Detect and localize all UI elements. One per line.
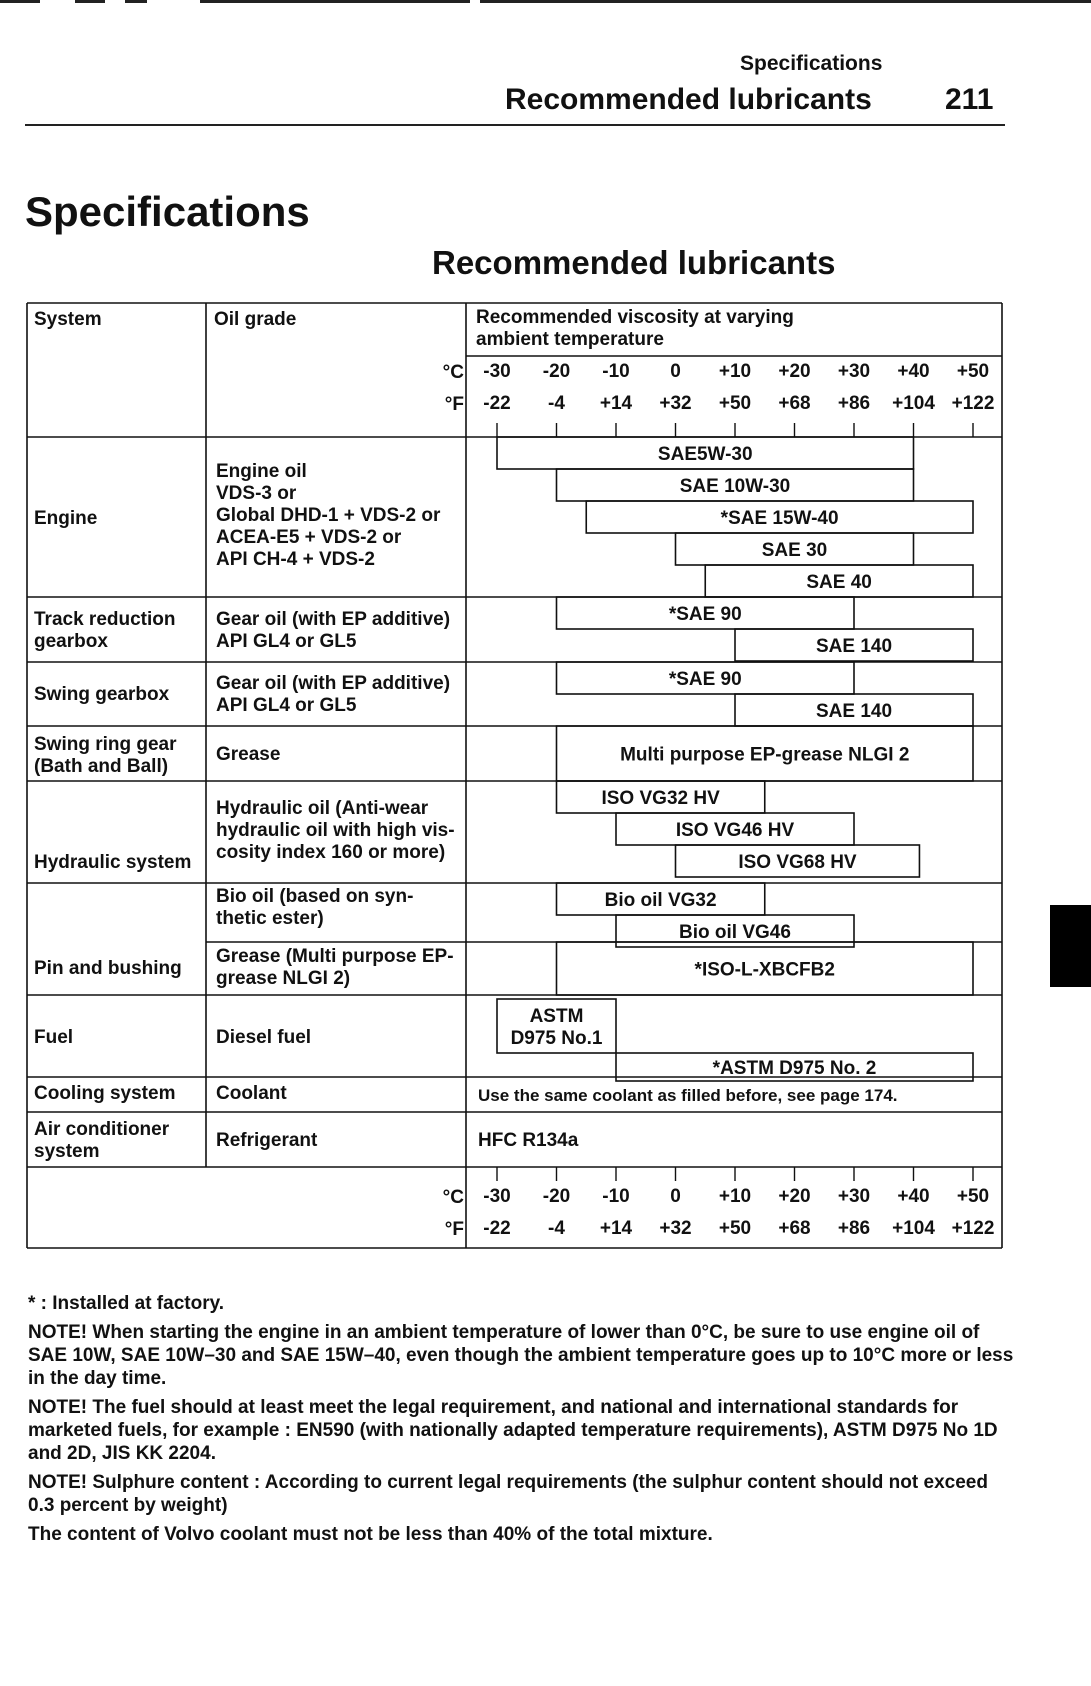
grade-engine: Engine oil VDS-3 or Global DHD-1 + VDS-2 or ACEA-E5 + VDS-2 or API CH-4 + VDS-2 (216, 461, 441, 570)
grade-coolant: Coolant (216, 1083, 287, 1104)
grade-refrigerant: Refrigerant (216, 1130, 318, 1151)
system-pin-bushing: Pin and bushing (34, 958, 182, 979)
running-header-section: Specifications (740, 52, 883, 75)
scale-celsius-label: -10 (602, 1186, 630, 1207)
scale-fahrenheit-label: +68 (778, 1218, 811, 1239)
unit-fahrenheit-bottom: °F (444, 1219, 464, 1240)
coolant-note: Use the same coolant as filled before, see page 174. (478, 1086, 898, 1105)
range-label: SAE 30 (761, 540, 828, 561)
range-label: ASTM (529, 1006, 584, 1027)
column-header-system: System (34, 309, 102, 330)
scale-celsius-label: 0 (670, 361, 681, 382)
scale-celsius-label: +10 (718, 361, 752, 382)
grade-pin-bushing: Grease (Multi purpose EP- grease NLGI 2) (216, 946, 454, 989)
scale-fahrenheit-label: +50 (718, 1218, 752, 1239)
range-label: SAE 140 (815, 636, 893, 657)
scale-fahrenheit-label: +32 (659, 393, 692, 414)
system-swing-gearbox: Swing gearbox (34, 684, 170, 705)
system-hydraulic: Hydraulic system (34, 852, 192, 873)
range-label: D975 No.1 (510, 1028, 603, 1049)
system-swing-ring-gear: Swing ring gear (Bath and Ball) (34, 734, 177, 777)
page-title: Specifications (25, 188, 310, 235)
scale-celsius-label: -30 (483, 1186, 511, 1207)
scale-celsius-label: +50 (956, 1186, 990, 1207)
range-label: SAE 140 (815, 701, 893, 722)
scale-fahrenheit-label: -4 (548, 1218, 565, 1239)
note-factory: * : Installed at factory. (28, 1293, 225, 1314)
grade-bio-oil: Bio oil (based on syn- thetic ester) (216, 886, 414, 929)
scale-fahrenheit-label: -4 (548, 393, 565, 414)
grade-swing-ring-gear: Grease (216, 744, 281, 765)
range-label: *SAE 90 (668, 604, 742, 625)
grade-swing-gearbox: Gear oil (with EP additive) API GL4 or GL5 (216, 673, 451, 716)
range-label: SAE 40 (806, 572, 872, 593)
unit-celsius-bottom: °C (442, 1187, 464, 1208)
range-label: ISO VG68 HV (738, 852, 857, 873)
range-label: SAE 10W-30 (679, 476, 791, 497)
scale-celsius-label: -20 (542, 1186, 571, 1207)
range-label: Bio oil VG46 (679, 922, 791, 943)
grade-hydraulic-oil: Hydraulic oil (Anti-wear hydraulic oil with high vis- cosity index 160 or more) (216, 798, 455, 863)
system-cooling: Cooling system (34, 1083, 176, 1104)
refrigerant-note: HFC R134a (478, 1130, 579, 1151)
range-label: *SAE 90 (668, 669, 742, 690)
grade-fuel: Diesel fuel (216, 1027, 312, 1048)
scale-celsius-label: +10 (718, 1186, 752, 1207)
scale-fahrenheit-label: +104 (892, 1218, 935, 1239)
notes-section (28, 1292, 1018, 1552)
scale-fahrenheit-label: +68 (778, 393, 811, 414)
note-fuel: NOTE! The fuel should at least meet the legal requirement, and national and international standards for marketed fuels, for example : EN590 (with nationally adapted temperature requirements), ASTM D975 No 1D and 2D, JIS KK 2204. (28, 1397, 998, 1464)
scale-celsius-label: +20 (778, 1186, 811, 1207)
note-engine-oil: NOTE! When starting the engine in an ambient temperature of lower than 0°C, be sure to use engine oil of SAE 10W, SAE 10W–30 and SAE 15W–40, even though the ambient temperature goes up to 10°C more or less in the day time. (28, 1322, 1014, 1389)
range-label: *ISO-L-XBCFB2 (694, 959, 835, 981)
column-header-oil-grade: Oil grade (214, 309, 297, 330)
scale-fahrenheit-label: +50 (718, 393, 752, 414)
scale-fahrenheit-label: +104 (892, 393, 935, 414)
scale-fahrenheit-label: +122 (951, 393, 995, 414)
scale-celsius-label: +40 (897, 1186, 930, 1207)
range-label: ISO VG32 HV (601, 788, 720, 809)
scale-celsius-label: -20 (542, 361, 571, 382)
range-label: Multi purpose EP-grease NLGI 2 (620, 744, 910, 766)
scale-fahrenheit-label: +86 (837, 393, 871, 414)
scale-celsius-label: -30 (483, 361, 511, 382)
scale-fahrenheit-label: +14 (599, 393, 633, 414)
system-fuel: Fuel (34, 1027, 74, 1048)
range-label: SAE5W-30 (657, 444, 753, 465)
system-engine: Engine (34, 508, 98, 529)
system-air-conditioner: Air conditioner system (34, 1119, 170, 1162)
scale-celsius-label: +50 (956, 361, 990, 382)
range-label: ISO VG46 HV (675, 820, 795, 841)
note-coolant: The content of Volvo coolant must not be less than 40% of the total mixture. (28, 1524, 713, 1545)
scale-fahrenheit-label: +86 (837, 1218, 871, 1239)
scale-celsius-label: 0 (670, 1186, 681, 1207)
scale-celsius-label: +40 (897, 361, 930, 382)
note-sulphur: NOTE! Sulphure content : According to current legal requirements (the sulphur content should not exceed 0.3 percent by weight) (28, 1472, 988, 1516)
scale-fahrenheit-label: +32 (659, 1218, 692, 1239)
range-label: *ASTM D975 No. 2 (712, 1058, 877, 1079)
page-number: 211 (945, 83, 994, 116)
range-label: *SAE 15W-40 (720, 508, 839, 529)
scale-fahrenheit-label: -22 (483, 393, 511, 414)
column-header-viscosity: Recommended viscosity at varying ambient temperature (476, 307, 794, 350)
system-track-reduction: Track reduction gearbox (34, 609, 176, 652)
table-title: Recommended lubricants (432, 244, 836, 281)
unit-celsius: °C (442, 362, 464, 383)
scale-celsius-label: +30 (837, 361, 871, 382)
scale-fahrenheit-label: +14 (599, 1218, 633, 1239)
unit-fahrenheit: °F (444, 394, 464, 415)
grade-track-reduction: Gear oil (with EP additive) API GL4 or GL5 (216, 609, 451, 652)
scale-fahrenheit-label: +122 (951, 1218, 995, 1239)
scale-celsius-label: -10 (602, 361, 630, 382)
scale-celsius-label: +30 (837, 1186, 871, 1207)
scale-celsius-label: +20 (778, 361, 811, 382)
running-header-title: Recommended lubricants (505, 83, 872, 116)
range-label: Bio oil VG32 (604, 890, 717, 911)
scale-fahrenheit-label: -22 (483, 1218, 511, 1239)
